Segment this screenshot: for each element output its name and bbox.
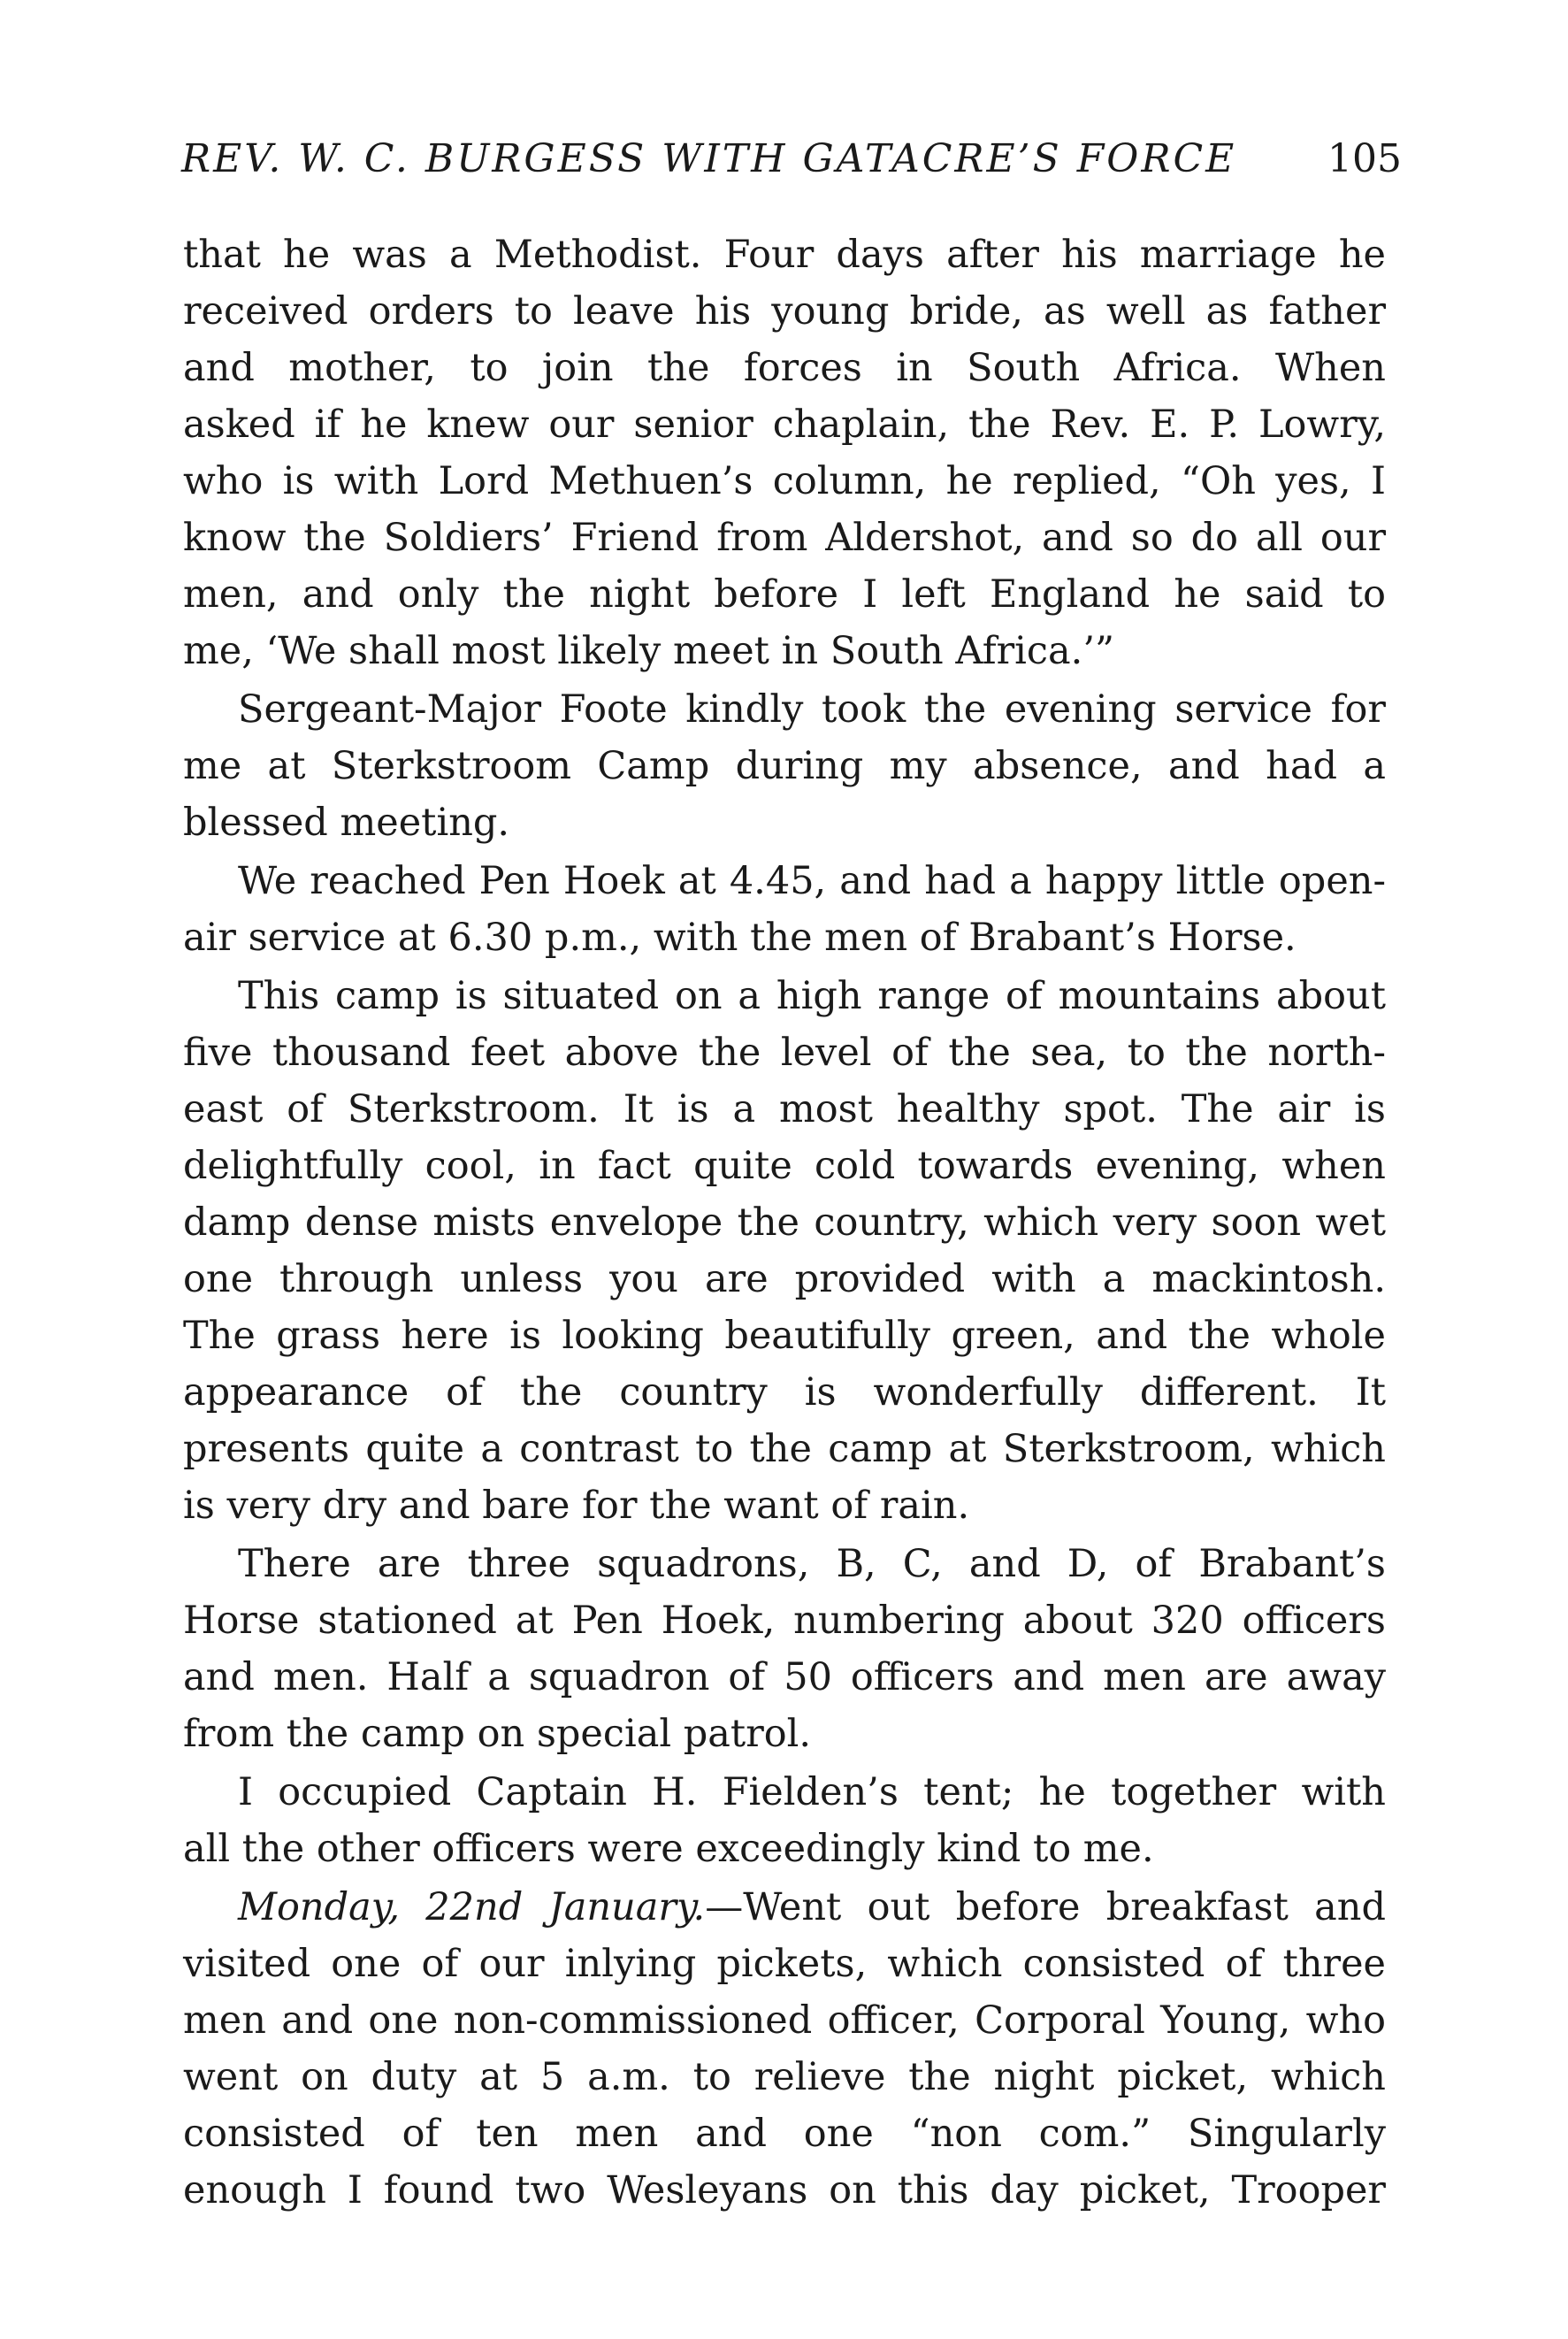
text-line: men and one non-commissioned officer, Corporal Young, who (183, 1998, 1386, 2043)
paragraph (183, 853, 1386, 966)
text-line: five thousand feet above the level of the sea, to the north- (183, 1031, 1386, 1075)
text-line: presents quite a contrast to the camp at Sterkstroom, which (183, 1427, 1386, 1471)
text-line: appearance of the country is wonderfully different. It (183, 1370, 1386, 1415)
text-line: and men. Half a squadron of 50 officers and men are away (183, 1655, 1386, 1699)
text-line: The grass here is looking beautifully green, and the whole (183, 1314, 1386, 1358)
paragraph (183, 1879, 1386, 2219)
text-line: men, and only the night before I left England he said to (183, 572, 1386, 617)
page-number: 105 (1327, 136, 1402, 181)
running-title: REV. W. C. BURGESS WITH GATACRE’S FORCE (181, 136, 1237, 181)
body-text (183, 226, 1386, 2219)
text-line: from the camp on special patrol. (183, 1712, 812, 1756)
paragraph (183, 681, 1386, 851)
text-line: consisted of ten men and one “non com.” Singularly (183, 2112, 1386, 2156)
text-line: enough I found two Wesleyans on this day picket, Trooper (183, 2168, 1386, 2212)
text-line: Horse stationed at Pen Hoek, numbering about 320 officers (183, 1599, 1386, 1643)
text-line: went on duty at 5 a.m. to relieve the night picket, which (183, 2055, 1386, 2099)
text-line: I occupied Captain H. Fielden’s tent; he together with (238, 1770, 1386, 1814)
text-line: visited one of our inlying pickets, which consisted of three (183, 1942, 1386, 1986)
paragraph (183, 1764, 1386, 1877)
date-heading: Monday, 22nd January. (238, 1885, 706, 1929)
text-line: This camp is situated on a high range of mountains about (238, 974, 1386, 1018)
text-line: We reached Pen Hoek at 4.45, and had a happy little open- (238, 859, 1386, 903)
text-line: me at Sterkstroom Camp during my absence, and had a (183, 744, 1386, 788)
text-line: and mother, to join the forces in South Africa. When (183, 346, 1386, 390)
text-line: one through unless you are provided with a mackintosh. (183, 1257, 1386, 1301)
text-line: me, ‘We shall most likely meet in South Africa.’” (183, 629, 1114, 673)
text-line (183, 1879, 1386, 1936)
text-line: blessed meeting. (183, 801, 510, 845)
paragraph (183, 1536, 1386, 1762)
text-line: There are three squadrons, B, C, and D, of Brabant’s (238, 1542, 1386, 1586)
paragraph (183, 968, 1386, 1534)
text-line: delightfully cool, in fact quite cold towards evening, when (183, 1144, 1386, 1188)
text-line: who is with Lord Methuen’s column, he replied, “Oh yes, I (183, 459, 1386, 503)
text-line: asked if he knew our senior chaplain, the Rev. E. P. Lowry, (183, 403, 1386, 447)
text-line-rest: —Went out before breakfast and (705, 1885, 1386, 1929)
text-line: know the Soldiers’ Friend from Aldershot, and so do all our (183, 516, 1386, 560)
text-line: that he was a Methodist. Four days after his marriage he (183, 233, 1386, 277)
text-line: east of Sterkstroom. It is a most healthy spot. The air is (183, 1087, 1386, 1131)
text-line: air service at 6.30 p.m., with the men of Brabant’s Horse. (183, 916, 1296, 960)
paragraph (183, 226, 1386, 679)
text-line: Sergeant-Major Foote kindly took the evening service for (238, 687, 1386, 732)
text-line: all the other officers were exceedingly kind to me. (183, 1827, 1154, 1871)
text-line: received orders to leave his young bride, as well as father (183, 289, 1386, 334)
running-head (181, 133, 1402, 186)
text-line: is very dry and bare for the want of rain. (183, 1484, 970, 1528)
text-line: damp dense mists envelope the country, which very soon wet (183, 1200, 1386, 1245)
